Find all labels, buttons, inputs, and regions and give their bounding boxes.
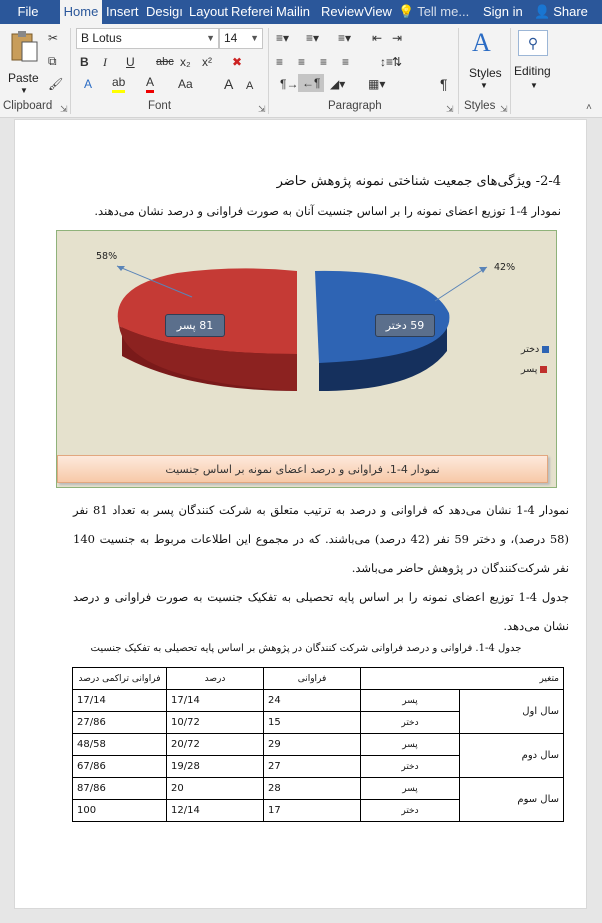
tab-file[interactable]: File (17, 4, 39, 19)
paragraph: جدول 4-1 توزیع اعضای نمونه را بر اساس پایه تحصیلی به تفکیک جنسیت به صورت فراوانی و درصد نشان می‌دهد. (73, 590, 569, 633)
data-table (72, 667, 564, 822)
shading-icon[interactable]: ◢▾ (330, 77, 346, 91)
tab-review[interactable]: Review (321, 4, 364, 19)
pct-cell: 10/72 (167, 712, 264, 734)
show-formatting-button[interactable]: ¶ (440, 76, 448, 92)
data-label-girl: 59 دختر (375, 314, 435, 337)
gender-cell: پسر (361, 778, 460, 800)
editing-button[interactable]: ⚲ Editing ▼ (514, 28, 554, 94)
gender-cell: دختر (361, 712, 460, 734)
decrease-indent-icon[interactable]: ⇤ (372, 31, 383, 45)
tab-mailings[interactable]: Mailin (276, 4, 310, 19)
font-color-icon[interactable]: A (146, 74, 154, 93)
pct-cell: 17/14 (167, 690, 264, 712)
multilevel-list-icon[interactable]: ≡▾ (338, 31, 352, 45)
header-percent: درصد (167, 668, 264, 690)
increase-indent-icon[interactable]: ⇥ (392, 31, 403, 45)
header-variable: متغیر (361, 668, 564, 690)
group-cell: سال دوم (460, 734, 564, 778)
chevron-down-icon: ▼ (206, 33, 215, 43)
ribbon-home (0, 24, 602, 118)
group-divider (458, 28, 459, 114)
chevron-down-icon: ▼ (20, 86, 28, 95)
grow-font-button[interactable]: A (224, 76, 234, 92)
group-cell: سال سوم (460, 778, 564, 822)
chevron-down-icon: ▼ (480, 81, 488, 90)
percent-label-boy: 58% (96, 251, 118, 262)
table-row (73, 778, 564, 800)
group-cell: سال اول (460, 690, 564, 734)
bold-button[interactable]: B (80, 55, 89, 69)
sort-icon[interactable]: ⇅ (392, 55, 403, 69)
change-case-button[interactable]: Aa (178, 77, 193, 91)
align-left-icon[interactable]: ≡ (276, 55, 284, 69)
legend-item-boy: پسر (521, 364, 547, 375)
align-center-icon[interactable]: ≡ (298, 55, 306, 69)
italic-button[interactable]: I (103, 55, 107, 69)
font-group-label: Font (148, 100, 172, 112)
clipboard-icon (9, 30, 39, 64)
tab-design[interactable]: Desigı (146, 4, 183, 19)
table-header-row (73, 668, 564, 690)
tab-home[interactable]: Home (60, 0, 102, 24)
pie-svg (57, 231, 558, 453)
pie-chart[interactable] (56, 230, 557, 488)
freq-cell: 27 (264, 756, 361, 778)
paragraph: نمودار 4-1 نشان می‌دهد که فراوانی و درصد به ترتیب متعلق به شرکت کنندگان پسر به تعداد 81 نفر (58 درصد)، و دختر 59 نفر (42 درصد) می‌باشند. که در مجموع این اطلاعات مربوط به جنسیت 140 نفر شرکت‌کنندگان در پژوهش حاضر می‌باشد. (73, 503, 569, 575)
align-right-icon[interactable]: ≡ (320, 55, 328, 69)
copy-icon[interactable]: ⧉ (48, 54, 57, 68)
cum-cell: 87/86 (73, 778, 167, 800)
clipboard-group-label: Clipboard (3, 100, 53, 112)
strikethrough-button[interactable]: abc (156, 56, 174, 68)
tab-view[interactable]: View (364, 4, 392, 19)
percent-label-girl: 42% (494, 262, 516, 273)
arrowhead (479, 267, 487, 273)
gender-cell: دختر (361, 800, 460, 822)
data-label-boy: 81 پسر (165, 314, 225, 337)
bullets-icon[interactable]: ≡▾ (276, 31, 290, 45)
leader-line-girl (435, 267, 487, 301)
pct-cell: 12/14 (167, 800, 264, 822)
paste-button[interactable]: Paste ▼ (6, 30, 42, 94)
font-size-dropdown[interactable]: 14 ▼ (219, 28, 263, 49)
ribbon-tab-bar (0, 0, 602, 24)
table-row (73, 734, 564, 756)
legend-swatch (542, 346, 549, 353)
search-icon: ⚲ (518, 30, 548, 56)
chevron-down-icon: ▼ (250, 33, 259, 43)
group-divider (70, 28, 71, 114)
cum-cell: 17/14 (73, 690, 167, 712)
cut-icon[interactable]: ✂ (48, 31, 59, 45)
freq-cell: 24 (264, 690, 361, 712)
subscript-button[interactable]: x₂ (180, 55, 191, 69)
paragraph-group-label: Paragraph (328, 100, 382, 112)
pct-cell: 19/28 (167, 756, 264, 778)
dialog-launcher-icon[interactable]: ⇲ (60, 104, 68, 114)
ltr-direction-icon[interactable]: ¶→ (280, 77, 299, 91)
format-painter-icon[interactable]: 🖌 (48, 77, 64, 91)
justify-icon[interactable]: ≡ (342, 55, 350, 69)
sign-in-link[interactable]: Sign in (483, 4, 523, 19)
font-name-dropdown[interactable]: B Lotus ▼ (76, 28, 219, 49)
table-caption: جدول 4-1. فراوانی و درصد فراوانی شرکت کنندگان در پژوهش بر اساس پایه تحصیلی به تفکیک جنسیت (90, 643, 522, 654)
tab-insert[interactable]: Insert (106, 4, 139, 19)
header-cumulative: فراوانی تراکمی درصد (73, 668, 167, 690)
cum-cell: 67/86 (73, 756, 167, 778)
styles-icon: A (472, 28, 491, 57)
freq-cell: 29 (264, 734, 361, 756)
rtl-direction-icon[interactable]: ←¶ (298, 74, 324, 92)
borders-icon[interactable]: ▦▾ (368, 77, 386, 91)
lightbulb-icon: 💡 (398, 4, 415, 19)
chart-caption: نمودار 4-1. فراوانی و درصد اعضای نمونه بر اساس جنسیت (57, 455, 548, 483)
cum-cell: 27/86 (73, 712, 167, 734)
highlight-icon[interactable]: ab (112, 74, 125, 93)
cum-cell: 48/58 (73, 734, 167, 756)
underline-button[interactable]: U (126, 55, 135, 69)
gender-cell: پسر (361, 734, 460, 756)
shrink-font-button[interactable]: A (246, 80, 254, 92)
freq-cell: 28 (264, 778, 361, 800)
group-divider (510, 28, 511, 114)
group-divider (268, 28, 269, 114)
line-spacing-icon[interactable]: ↕≡ (380, 55, 394, 69)
pct-cell: 20/72 (167, 734, 264, 756)
styles-button[interactable]: A Styles ▼ (469, 28, 502, 90)
dialog-launcher-icon[interactable]: ⇲ (446, 104, 454, 114)
header-frequency: فراوانی (264, 668, 361, 690)
paragraph: نمودار 4-1 توزیع اعضای نمونه را بر اساس جنسیت آنان به صورت فراوانی و درصد نشان می‌دهند. (94, 204, 561, 218)
superscript-button[interactable]: x² (202, 55, 212, 69)
gender-cell: پسر (361, 690, 460, 712)
freq-cell: 17 (264, 800, 361, 822)
collapse-ribbon-icon[interactable]: ˄ (586, 102, 592, 113)
styles-group-label: Styles (464, 100, 496, 112)
section-heading: 2-4- ویژگی‌های جمعیت شناختی نمونه پژوهش حاضر (276, 174, 561, 189)
legend-item-girl: دختر (521, 344, 549, 355)
freq-cell: 15 (264, 712, 361, 734)
dialog-launcher-icon[interactable]: ⇲ (258, 104, 266, 114)
tab-references[interactable]: Referei (231, 4, 273, 19)
person-icon: 👤 (534, 4, 551, 19)
tab-layout[interactable]: Layout (189, 4, 229, 19)
pct-cell: 20 (167, 778, 264, 800)
legend-swatch (540, 366, 547, 373)
chevron-down-icon: ▼ (530, 81, 538, 90)
table-row (73, 690, 564, 712)
gender-cell: دختر (361, 756, 460, 778)
numbering-icon[interactable]: ≡▾ (306, 31, 320, 45)
clear-formatting-icon[interactable]: ✖ (232, 55, 243, 69)
share-button[interactable]: 👤 Share (534, 4, 588, 19)
cum-cell: 100 (73, 800, 167, 822)
tell-me-box[interactable]: 💡 Tell me... (398, 4, 470, 19)
text-effects-icon[interactable]: A (84, 77, 93, 91)
dialog-launcher-icon[interactable]: ⇲ (500, 104, 508, 114)
